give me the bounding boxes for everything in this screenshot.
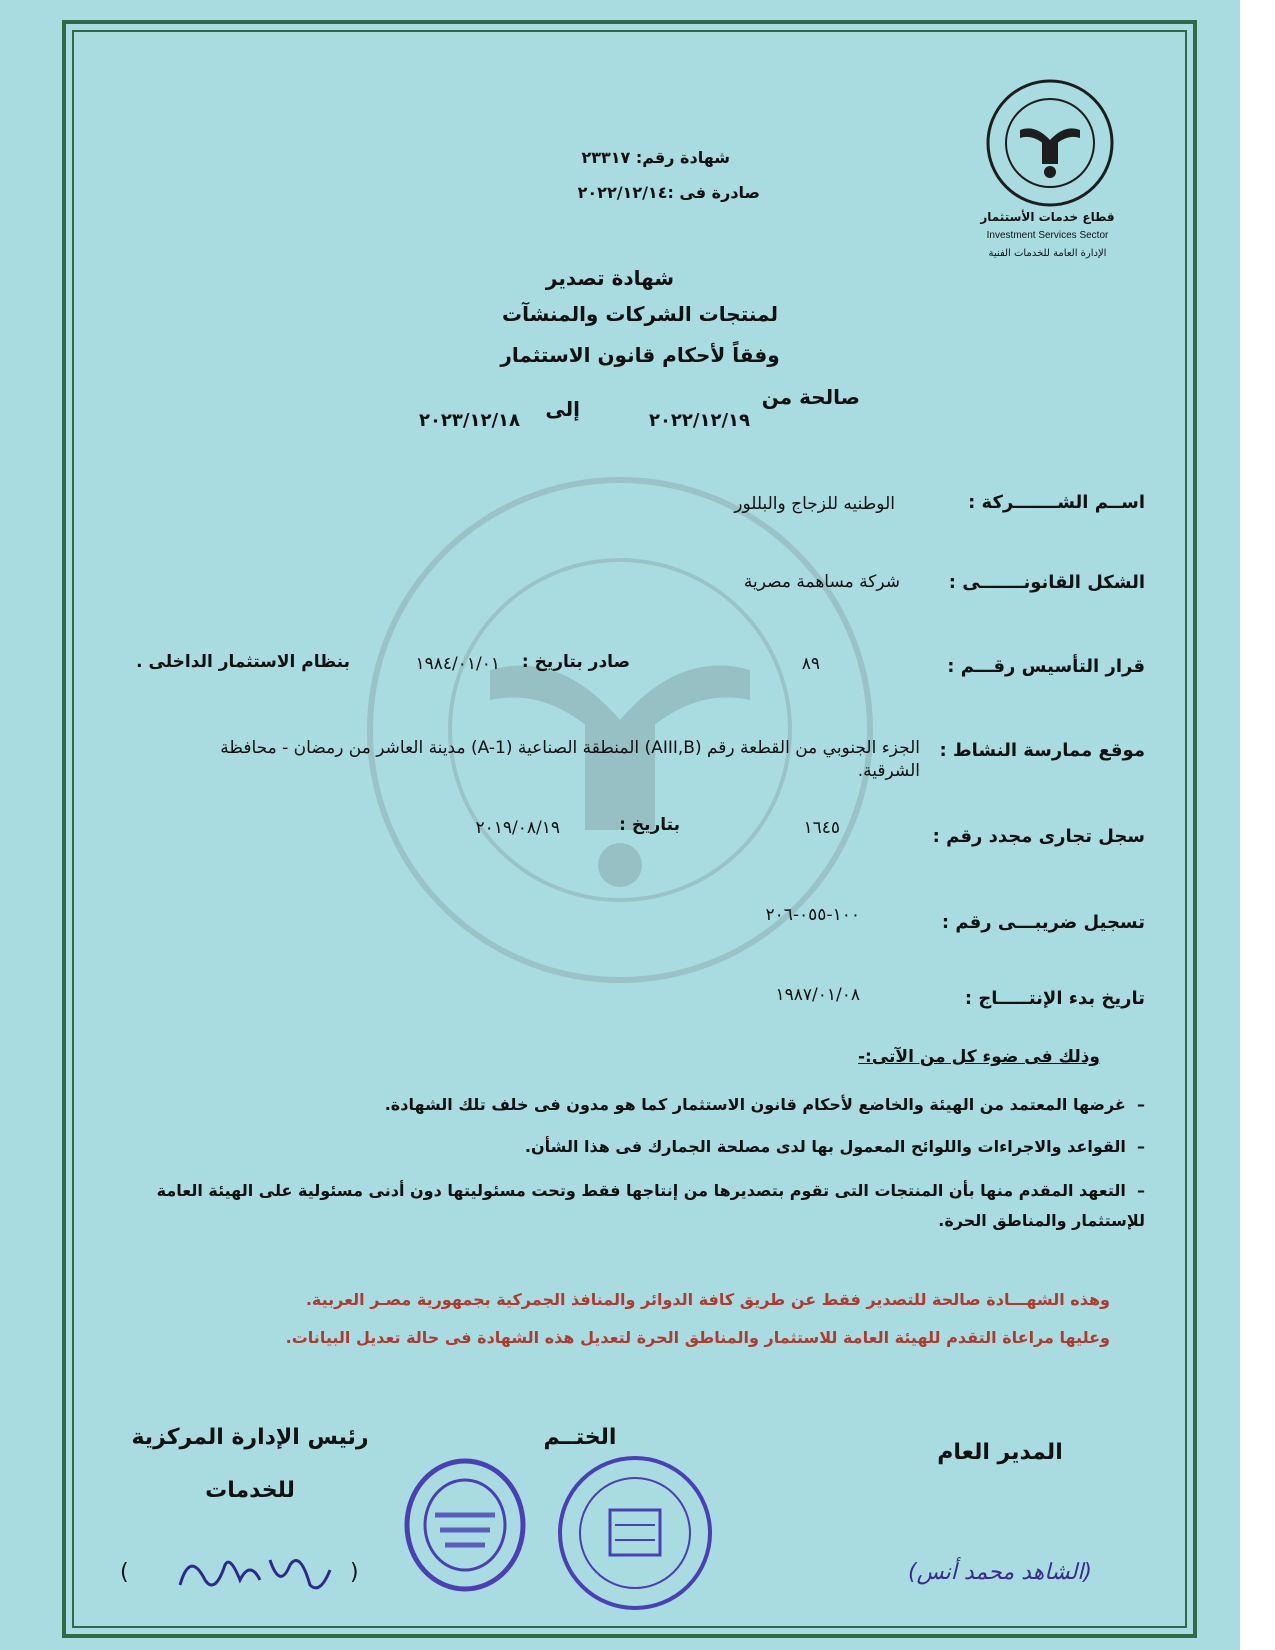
issued-date: صادرة فى :٢٠٢٢/١٢/١٤ [577,183,760,202]
condition-item [300,1090,1145,1120]
director-name: (الشاهد محمد أنس) [908,1560,1092,1585]
valid-to-label: إلى [545,397,580,421]
commercial-register-number: ١٦٤٥ [803,818,840,838]
decree-date: ١٩٨٤/٠١/٠١ [415,654,500,674]
decree-label: قرار التأسيس رقـــم : [947,656,1145,677]
valid-from-label: صالحة من [761,385,860,409]
director-title: المدير العام [937,1440,1063,1465]
production-start-label: تاريخ بدء الإنتـــــاج : [964,988,1145,1009]
decree-number: ٨٩ [801,654,820,674]
sector-arabic: قطاع خدمات الأستثمار [980,210,1115,224]
central-admin-title: رئيس الإدارة المركزية [131,1425,369,1450]
company-label: اســم الشـــــــركة : [968,492,1145,513]
tax-registration-label: تسجيل ضريبـــى رقم : [941,912,1145,933]
decree-system: بنظام الاستثمار الداخلى . [136,652,350,672]
production-start-date: ١٩٨٧/٠١/٠٨ [775,985,860,1005]
title-line2: لمنتجات الشركات والمنشآت [502,302,778,326]
title-line3: وفقاً لأحكام قانون الاستثمار [500,343,780,367]
bullet-dash: – [1125,1181,1145,1200]
title-line1: شهادة تصدير [545,266,675,290]
gafi-logo-icon [985,78,1115,208]
bullet-dash: – [1125,1095,1145,1114]
department-arabic: الإدارة العامة للخدمات الفنية [988,248,1107,259]
amendment-note: وعليها مراعاة التقدم للهيئة العامة للاستثمار والمناطق الحرة لتعديل هذه الشهادة فى حالة تعديل البيانات. [285,1328,1110,1347]
small-stamp-icon [400,1455,530,1595]
decree-date-label: صادر بتاريخ : [521,652,630,672]
tax-registration-number: ١٠٠-٠٥٥-٢٠٦ [765,905,860,925]
valid-from-date: ٢٠٢٢/١٢/١٩ [648,410,750,431]
paren-open: ( [120,1560,129,1585]
official-stamp-icon [555,1445,715,1620]
condition-text: القواعد والاجراءات واللوائح المعمول بها لدى مصلحة الجمارك فى هذا الشأن. [524,1137,1126,1156]
company-value: الوطنيه للزجاج والبللور [734,494,895,514]
stamp-title: الختــم [543,1425,617,1450]
activity-location-label: موقع ممارسة النشاط : [939,740,1145,761]
condition-item [300,1132,1145,1162]
bullet-dash: – [1125,1137,1145,1156]
condition-text: غرضها المعتمد من الهيئة والخاضع لأحكام قانون الاستثمار كما هو مدون فى خلف تلك الشهادة. [384,1095,1126,1114]
commercial-register-date: ٢٠١٩/٠٨/١٩ [475,818,560,838]
legal-form-label: الشكل القانونـــــــى : [948,572,1145,593]
commercial-register-label: سجل تجارى مجدد رقم : [932,826,1145,847]
sector-english: Investment Services Sector [986,230,1109,241]
legal-form-value: شركة مساهمة مصرية [743,572,900,592]
condition-item [110,1176,1145,1236]
commercial-register-date-label: بتاريخ : [619,815,680,835]
certificate-number: شهادة رقم: ٢٣٣١٧ [581,148,730,167]
central-admin-signature [170,1545,340,1605]
conditions-heading: وذلك فى ضوء كل من الآتى:- [857,1047,1100,1067]
valid-to-date: ٢٠٢٣/١٢/١٨ [418,410,520,431]
validity-note: وهذه الشهـــادة صالحة للتصدير فقط عن طريق كافة الدوائر والمنافذ الجمركية بجمهورية مصـر العربية. [305,1290,1110,1309]
paren-close: ) [350,1560,359,1585]
condition-text: التعهد المقدم منها بأن المنتجات التى تقوم بتصديرها من إنتاجها فقط وتحت مسئوليتها دون أدنى مسئولية على الهيئة العامة للإستثمار والمناطق الحرة. [156,1181,1145,1230]
activity-location-value: الجزء الجنوبي من القطعة رقم (AIII,B) المنطقة الصناعية (A-1) مدينة العاشر من رمضان - محافظة الشرقية. [220,738,920,781]
central-admin-title-line2: للخدمات [205,1478,295,1503]
